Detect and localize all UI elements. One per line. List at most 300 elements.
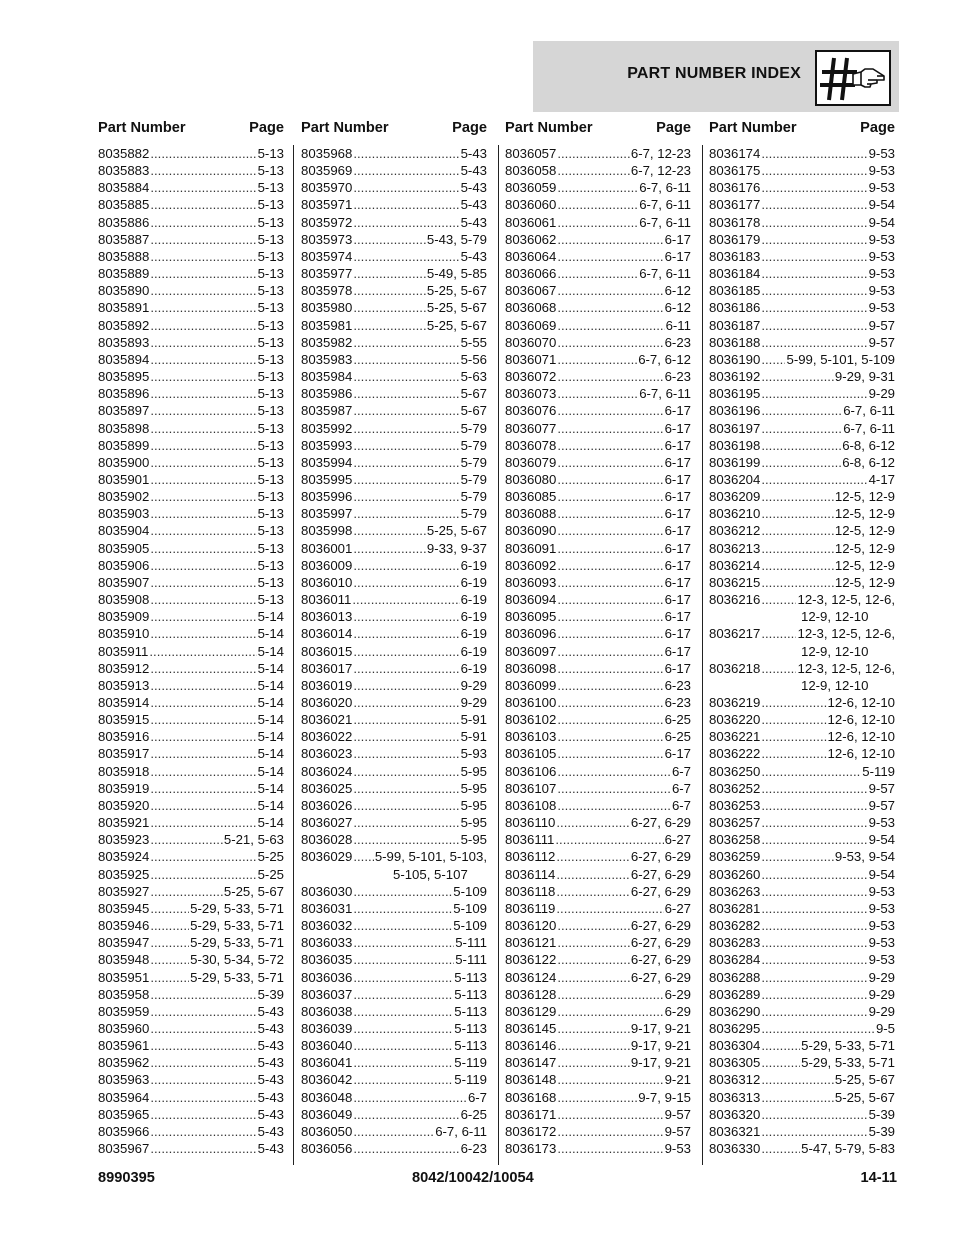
page-reference: 6-12 bbox=[664, 300, 691, 316]
index-row bbox=[505, 608, 691, 625]
dot-leader bbox=[557, 711, 663, 728]
dot-leader bbox=[353, 831, 459, 848]
dot-leader bbox=[556, 900, 663, 917]
column-header bbox=[301, 118, 487, 145]
dot-leader bbox=[353, 625, 459, 642]
dot-leader bbox=[353, 1140, 459, 1157]
part-number: 8036030 bbox=[301, 883, 353, 899]
page-reference: 12-5, 12-9 bbox=[834, 506, 895, 522]
part-number: 8035970 bbox=[301, 180, 353, 196]
index-row bbox=[505, 883, 691, 900]
part-number: 8035965 bbox=[98, 1106, 150, 1122]
page-reference: 12-3, 12-5, 12-6, bbox=[797, 626, 895, 642]
part-number: 8036013 bbox=[301, 609, 353, 625]
page-reference: 9-57 bbox=[664, 1106, 691, 1122]
part-number: 8035924 bbox=[98, 849, 150, 865]
index-row bbox=[301, 1123, 487, 1140]
part-number: 8036111 bbox=[505, 832, 555, 848]
index-row bbox=[301, 1020, 487, 1037]
index-row bbox=[709, 334, 895, 351]
page-reference: 12-6, 12-10 bbox=[827, 695, 895, 710]
dot-leader bbox=[353, 1123, 434, 1140]
index-row bbox=[98, 522, 284, 539]
part-number: 8035914 bbox=[98, 695, 150, 710]
dot-leader bbox=[761, 969, 867, 986]
dot-leader bbox=[761, 351, 785, 368]
index-row bbox=[505, 797, 691, 814]
index-row bbox=[301, 488, 487, 505]
dot-leader bbox=[150, 763, 256, 780]
dot-leader bbox=[557, 454, 663, 471]
index-row bbox=[505, 625, 691, 642]
index-row bbox=[505, 522, 691, 539]
dot-leader bbox=[557, 317, 664, 334]
part-number: 8036108 bbox=[505, 797, 557, 813]
index-row bbox=[709, 145, 895, 162]
page-reference: 9-57 bbox=[868, 317, 895, 333]
page-reference: 9-53 bbox=[868, 952, 895, 968]
page-reference: 9-29 bbox=[460, 677, 487, 693]
dot-leader bbox=[353, 900, 452, 917]
dot-leader bbox=[149, 643, 256, 660]
index-row bbox=[709, 248, 895, 265]
page-reference: 5-67 bbox=[460, 403, 487, 419]
dot-leader bbox=[761, 728, 826, 745]
page-reference: 12-5, 12-9 bbox=[834, 540, 895, 556]
index-row bbox=[505, 282, 691, 299]
part-number: 8036020 bbox=[301, 695, 353, 710]
part-number: 8036078 bbox=[505, 437, 557, 453]
index-row bbox=[301, 608, 487, 625]
index-row bbox=[709, 591, 895, 608]
part-number: 8036039 bbox=[301, 1020, 353, 1036]
index-row bbox=[301, 814, 487, 831]
dot-leader bbox=[557, 591, 663, 608]
index-row bbox=[301, 660, 487, 677]
dot-leader bbox=[150, 368, 256, 385]
page-reference: 6-17 bbox=[664, 471, 691, 487]
page-reference: 6-17 bbox=[664, 609, 691, 625]
page-reference: 5-14 bbox=[257, 660, 284, 676]
dot-leader bbox=[353, 248, 459, 265]
part-number: 8036092 bbox=[505, 557, 557, 573]
dot-leader bbox=[761, 1123, 867, 1140]
part-number: 8035884 bbox=[98, 180, 150, 196]
part-number: 8036122 bbox=[505, 952, 557, 968]
index-row bbox=[98, 745, 284, 762]
page-reference: 5-25, 5-67 bbox=[426, 300, 487, 316]
page-reference: 5-13 bbox=[257, 231, 284, 247]
dot-leader bbox=[557, 951, 630, 968]
page-reference: 5-13 bbox=[257, 437, 284, 453]
part-number: 8036179 bbox=[709, 231, 761, 247]
part-number: 8035913 bbox=[98, 677, 150, 693]
index-row bbox=[709, 917, 895, 934]
index-row bbox=[709, 437, 895, 454]
index-row bbox=[505, 1071, 691, 1088]
dot-leader bbox=[150, 299, 256, 316]
page-reference: 5-29, 5-33, 5-71 bbox=[190, 935, 284, 951]
part-number: 8036305 bbox=[709, 1055, 761, 1071]
dot-leader bbox=[353, 145, 459, 162]
part-number: 8036198 bbox=[709, 437, 761, 453]
index-row bbox=[505, 214, 691, 231]
page-reference: 9-21 bbox=[664, 1072, 691, 1088]
part-number: 8036019 bbox=[301, 677, 353, 693]
dot-leader bbox=[150, 471, 256, 488]
page-reference: 5-113 bbox=[454, 969, 487, 985]
dot-leader bbox=[761, 797, 867, 814]
part-number: 8036172 bbox=[505, 1123, 557, 1139]
index-row bbox=[98, 1020, 284, 1037]
index-row bbox=[709, 351, 895, 368]
part-number: 8035911 bbox=[98, 643, 149, 659]
part-number-heading: Part Number bbox=[505, 120, 593, 136]
dot-leader bbox=[556, 848, 630, 865]
part-number: 8036072 bbox=[505, 369, 557, 385]
page-reference: 6-25 bbox=[460, 1106, 487, 1122]
page-reference: 5-55 bbox=[460, 334, 487, 350]
index-row bbox=[98, 728, 284, 745]
dot-leader bbox=[557, 334, 663, 351]
page-reference: 9-53 bbox=[868, 231, 895, 247]
page-reference: 5-43 bbox=[460, 248, 487, 264]
part-number: 8035912 bbox=[98, 660, 150, 676]
page-reference: 9-53 bbox=[868, 815, 895, 831]
index-column-4 bbox=[709, 118, 895, 1157]
dot-leader bbox=[150, 282, 256, 299]
index-row bbox=[709, 214, 895, 231]
index-row bbox=[301, 540, 487, 557]
part-number-heading: Part Number bbox=[301, 120, 389, 136]
page-reference: 6-17 bbox=[664, 420, 691, 436]
page-reference: 5-43 bbox=[257, 1055, 284, 1071]
dot-leader bbox=[353, 574, 459, 591]
index-row bbox=[505, 831, 691, 848]
dot-leader bbox=[557, 368, 663, 385]
part-number: 8036222 bbox=[709, 746, 761, 762]
index-row bbox=[505, 248, 691, 265]
index-row bbox=[98, 883, 284, 900]
part-number: 8036171 bbox=[505, 1106, 557, 1122]
index-row bbox=[505, 969, 691, 986]
part-number: 8035951 bbox=[98, 969, 150, 985]
page-reference: 9-53 bbox=[868, 163, 895, 179]
dot-leader bbox=[150, 265, 256, 282]
part-number: 8035909 bbox=[98, 609, 150, 625]
index-row bbox=[98, 591, 284, 608]
dot-leader bbox=[353, 179, 459, 196]
page-reference: 5-29, 5-33, 5-71 bbox=[190, 900, 284, 916]
index-row bbox=[301, 179, 487, 196]
page-reference: 9-53 bbox=[868, 283, 895, 299]
page-reference: 6-17 bbox=[664, 403, 691, 419]
part-number: 8036085 bbox=[505, 489, 557, 505]
part-number: 8035907 bbox=[98, 574, 150, 590]
part-number: 8035958 bbox=[98, 986, 150, 1002]
page-reference: 6-7 bbox=[671, 763, 691, 779]
part-number: 8036038 bbox=[301, 1003, 353, 1019]
dot-leader bbox=[150, 608, 256, 625]
page-reference: 5-43 bbox=[460, 180, 487, 196]
index-row bbox=[709, 745, 895, 762]
index-row bbox=[505, 471, 691, 488]
part-number: 8036094 bbox=[505, 592, 557, 608]
index-row bbox=[505, 711, 691, 728]
page-reference: 5-13 bbox=[257, 146, 284, 161]
part-number: 8036187 bbox=[709, 317, 761, 333]
page-reference: 6-29 bbox=[664, 986, 691, 1002]
index-row bbox=[98, 145, 284, 162]
dot-leader bbox=[761, 317, 867, 334]
dot-leader bbox=[761, 231, 867, 248]
page-reference: 5-13 bbox=[257, 454, 284, 470]
part-number: 8036032 bbox=[301, 918, 353, 934]
dot-leader bbox=[761, 866, 867, 883]
dot-leader bbox=[150, 505, 256, 522]
part-number: 8036175 bbox=[709, 163, 761, 179]
index-row bbox=[301, 196, 487, 213]
dot-leader bbox=[557, 420, 663, 437]
index-row bbox=[505, 1089, 691, 1106]
dot-leader bbox=[150, 317, 256, 334]
part-number: 8035964 bbox=[98, 1089, 150, 1105]
dot-leader bbox=[761, 265, 867, 282]
dot-leader bbox=[353, 969, 453, 986]
index-row bbox=[301, 454, 487, 471]
index-row bbox=[98, 934, 284, 951]
index-row bbox=[98, 420, 284, 437]
index-row bbox=[505, 1037, 691, 1054]
part-number: 8036253 bbox=[709, 797, 761, 813]
part-number: 8035910 bbox=[98, 626, 150, 642]
index-row bbox=[301, 711, 487, 728]
part-number: 8035891 bbox=[98, 300, 150, 316]
index-row bbox=[301, 145, 487, 162]
dot-leader bbox=[557, 1054, 630, 1071]
part-number: 8035983 bbox=[301, 351, 353, 367]
page-reference: 5-14 bbox=[257, 746, 284, 762]
part-number: 8035919 bbox=[98, 780, 150, 796]
index-row bbox=[98, 608, 284, 625]
page-reference: 5-111 bbox=[455, 952, 487, 968]
dot-leader bbox=[761, 763, 861, 780]
index-row bbox=[98, 505, 284, 522]
dot-leader bbox=[761, 1140, 800, 1157]
dot-leader bbox=[353, 883, 452, 900]
dot-leader bbox=[353, 797, 459, 814]
dot-leader bbox=[353, 437, 459, 454]
part-number: 8036214 bbox=[709, 557, 761, 573]
index-row bbox=[98, 402, 284, 419]
page-reference: 9-17, 9-21 bbox=[630, 1038, 691, 1054]
index-row bbox=[98, 625, 284, 642]
dot-leader bbox=[557, 162, 630, 179]
part-number: 8036017 bbox=[301, 660, 353, 676]
index-row bbox=[709, 883, 895, 900]
dot-leader bbox=[761, 574, 834, 591]
part-number: 8035974 bbox=[301, 248, 353, 264]
page-reference: 6-7, 6-11 bbox=[843, 420, 895, 436]
part-number: 8035984 bbox=[301, 369, 353, 385]
part-number: 8036106 bbox=[505, 763, 557, 779]
part-number: 8035917 bbox=[98, 746, 150, 762]
page-reference: 6-19 bbox=[460, 574, 487, 590]
dot-leader bbox=[150, 1123, 256, 1140]
part-number: 8036040 bbox=[301, 1038, 353, 1054]
part-number: 8035959 bbox=[98, 1003, 150, 1019]
part-number: 8036028 bbox=[301, 832, 353, 848]
part-number: 8036048 bbox=[301, 1089, 353, 1105]
part-number: 8035900 bbox=[98, 454, 150, 470]
page-reference: 5-99, 5-101, 5-109 bbox=[786, 351, 895, 367]
index-row bbox=[709, 385, 895, 402]
part-number: 8035982 bbox=[301, 334, 353, 350]
dot-leader bbox=[761, 711, 826, 728]
dot-leader bbox=[761, 488, 834, 505]
part-number: 8035899 bbox=[98, 437, 150, 453]
index-row bbox=[98, 334, 284, 351]
dot-leader bbox=[150, 1003, 256, 1020]
page-reference: 6-17 bbox=[664, 523, 691, 539]
index-row bbox=[505, 574, 691, 591]
page-reference: 9-54 bbox=[868, 832, 895, 848]
index-row bbox=[505, 780, 691, 797]
dot-leader bbox=[557, 780, 671, 797]
part-number: 8036061 bbox=[505, 214, 557, 230]
index-row bbox=[301, 677, 487, 694]
dot-leader bbox=[353, 385, 459, 402]
part-number: 8036024 bbox=[301, 763, 353, 779]
index-row bbox=[505, 437, 691, 454]
dot-leader bbox=[761, 454, 841, 471]
dot-leader bbox=[353, 420, 459, 437]
dot-leader bbox=[353, 848, 373, 865]
dot-leader bbox=[557, 917, 630, 934]
dot-leader bbox=[557, 797, 671, 814]
dot-leader bbox=[761, 540, 834, 557]
dot-leader bbox=[150, 385, 256, 402]
dot-leader bbox=[556, 866, 630, 883]
index-row bbox=[505, 145, 691, 162]
part-number: 8036195 bbox=[709, 386, 761, 402]
part-number: 8035981 bbox=[301, 317, 353, 333]
part-number: 8036190 bbox=[709, 351, 761, 367]
dot-leader bbox=[150, 917, 189, 934]
index-row bbox=[98, 1054, 284, 1071]
dot-leader bbox=[150, 214, 256, 231]
part-number: 8035902 bbox=[98, 489, 150, 505]
part-number: 8036098 bbox=[505, 660, 557, 676]
dot-leader bbox=[353, 540, 426, 557]
index-row bbox=[98, 1140, 284, 1157]
dot-leader bbox=[353, 265, 426, 282]
part-number: 8036107 bbox=[505, 780, 557, 796]
part-number: 8036260 bbox=[709, 866, 761, 882]
dot-leader bbox=[150, 951, 189, 968]
page-reference: 5-13 bbox=[257, 506, 284, 522]
part-number: 8036095 bbox=[505, 609, 557, 625]
index-row bbox=[98, 437, 284, 454]
part-number: 8036210 bbox=[709, 506, 761, 522]
part-number: 8035918 bbox=[98, 763, 150, 779]
index-row bbox=[709, 471, 895, 488]
index-row bbox=[301, 848, 487, 865]
page-reference: 6-23 bbox=[460, 1141, 487, 1157]
dot-leader bbox=[150, 660, 256, 677]
dot-leader bbox=[150, 540, 256, 557]
index-row bbox=[505, 368, 691, 385]
page-reference: 9-57 bbox=[868, 780, 895, 796]
index-row bbox=[98, 780, 284, 797]
index-row bbox=[98, 248, 284, 265]
page-reference: 5-25 bbox=[257, 866, 284, 882]
index-row bbox=[301, 402, 487, 419]
page-reference: 5-56 bbox=[460, 351, 487, 367]
part-number: 8036071 bbox=[505, 351, 557, 367]
page-reference: 5-43 bbox=[257, 1003, 284, 1019]
page-reference: 6-19 bbox=[460, 557, 487, 573]
part-number: 8036295 bbox=[709, 1020, 761, 1036]
page-reference: 5-119 bbox=[862, 763, 895, 779]
page-reference: 6-7, 6-11 bbox=[639, 214, 691, 230]
index-row bbox=[301, 368, 487, 385]
part-number: 8036060 bbox=[505, 197, 557, 213]
page-reference: 9-53, 9-54 bbox=[834, 849, 895, 865]
index-row bbox=[709, 831, 895, 848]
part-number: 8035888 bbox=[98, 248, 150, 264]
index-row bbox=[505, 934, 691, 951]
page-reference: 5-79 bbox=[460, 420, 487, 436]
part-number: 8036289 bbox=[709, 986, 761, 1002]
dot-leader bbox=[150, 986, 256, 1003]
part-number: 8035895 bbox=[98, 369, 150, 385]
dot-leader bbox=[353, 488, 459, 505]
part-number: 8035994 bbox=[301, 454, 353, 470]
page-reference: 5-14 bbox=[257, 815, 284, 831]
index-row bbox=[505, 265, 691, 282]
part-number: 8036064 bbox=[505, 248, 557, 264]
dot-leader bbox=[150, 934, 189, 951]
part-number: 8035882 bbox=[98, 146, 150, 161]
index-row bbox=[709, 505, 895, 522]
index-row bbox=[505, 694, 691, 711]
index-row bbox=[709, 454, 895, 471]
dot-leader bbox=[150, 522, 256, 539]
page-reference: 5-43 bbox=[460, 197, 487, 213]
page-reference: 5-95 bbox=[460, 815, 487, 831]
dot-leader bbox=[150, 437, 256, 454]
index-row bbox=[505, 591, 691, 608]
index-row bbox=[505, 763, 691, 780]
part-number: 8036077 bbox=[505, 420, 557, 436]
index-row bbox=[505, 385, 691, 402]
index-row bbox=[505, 334, 691, 351]
dot-leader bbox=[557, 1123, 663, 1140]
index-row bbox=[709, 488, 895, 505]
page-reference: 5-13 bbox=[257, 197, 284, 213]
page-reference: 6-25 bbox=[664, 712, 691, 728]
part-number: 8036042 bbox=[301, 1072, 353, 1088]
dot-leader bbox=[353, 1089, 467, 1106]
dot-leader bbox=[353, 1037, 453, 1054]
page-reference-continued: 12-9, 12-10 bbox=[801, 609, 869, 625]
page-reference: 9-53 bbox=[868, 180, 895, 196]
page-reference: 5-43 bbox=[257, 1072, 284, 1088]
dot-leader bbox=[150, 145, 256, 162]
page-reference: 6-27, 6-29 bbox=[630, 952, 691, 968]
page-reference: 12-3, 12-5, 12-6, bbox=[797, 592, 895, 608]
